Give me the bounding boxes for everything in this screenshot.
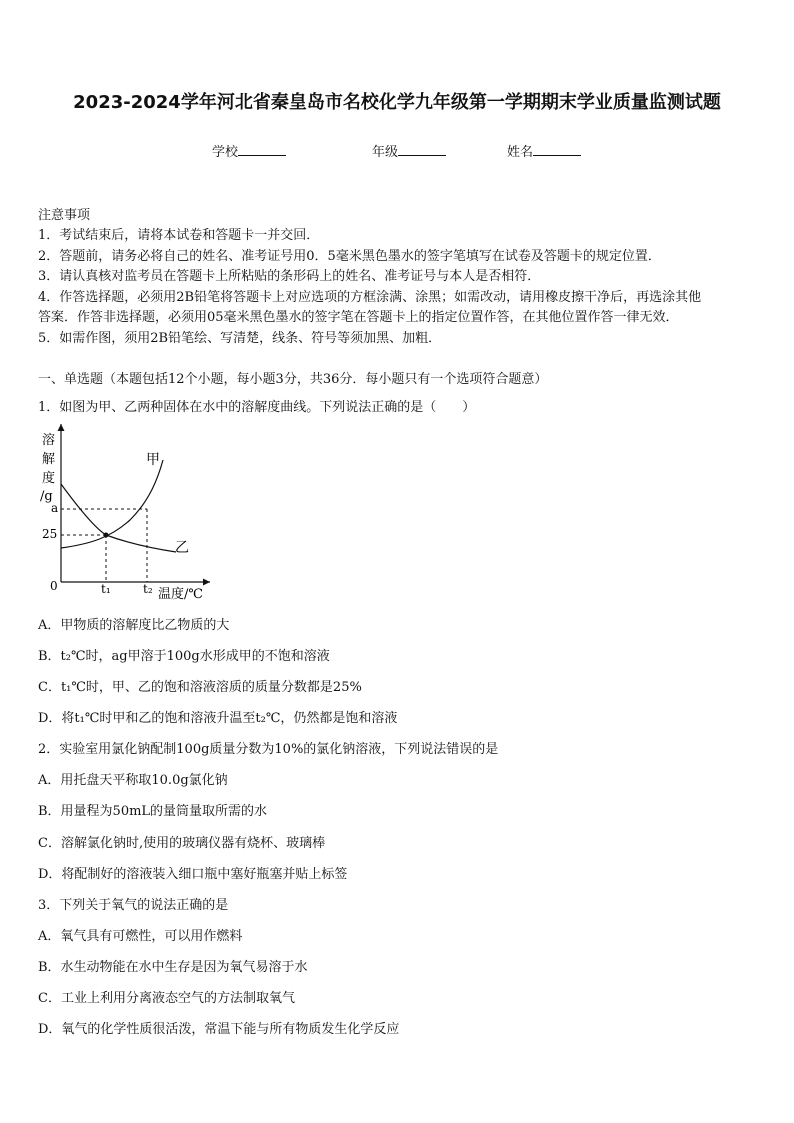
question-1-stem: 1．如图为甲、乙两种固体在水中的溶解度曲线。下列说法正确的是（ ） bbox=[38, 400, 476, 415]
curve-yi-label: 乙 bbox=[175, 540, 189, 556]
q2-option-d: D．将配制好的溶液装入细口瓶中塞好瓶塞并贴上标签 bbox=[38, 867, 348, 882]
notice-item: 答案．作答非选择题，必须用05毫米黑色墨水的签字笔在答题卡上的指定位置作答，在其他位置作答一律无效． bbox=[38, 310, 679, 325]
curve-yi bbox=[61, 484, 176, 552]
y-label-4: /g bbox=[40, 489, 53, 504]
q3-option-d: D．氧气的化学性质很活泼，常温下能与所有物质发生化学反应 bbox=[38, 1022, 400, 1037]
question-2-stem: 2．实验室用氯化钠配制100g质量分数为10%的氯化钠溶液，下列说法错误的是 bbox=[38, 742, 499, 757]
q1-option-d: D．将t₁℃时甲和乙的饱和溶液升温至t₂℃，仍然都是饱和溶液 bbox=[38, 711, 398, 726]
x-tick-t2: t₂ bbox=[143, 582, 153, 596]
x-tick-t1: t₁ bbox=[101, 582, 111, 596]
q3-option-c: C．工业上利用分离液态空气的方法制取氧气 bbox=[38, 991, 295, 1006]
school-label: 学校 bbox=[212, 145, 239, 160]
name-field bbox=[507, 141, 581, 160]
notice-heading: 注意事项 bbox=[38, 208, 91, 223]
notice-item: 1．考试结束后，请将本试卷和答题卡一并交回． bbox=[38, 228, 320, 243]
curve-jia-label: 甲 bbox=[146, 452, 160, 468]
page-title: 2023-2024学年河北省秦皇岛市名校化学九年级第一学期期末学业质量监测试题 bbox=[73, 92, 721, 113]
origin-label: 0 bbox=[50, 579, 58, 593]
y-tick-a: a bbox=[51, 501, 59, 515]
x-axis-label: 温度/℃ bbox=[158, 587, 203, 602]
q2-option-c: C．溶解氯化钠时,使用的玻璃仪器有烧杯、玻璃棒 bbox=[38, 836, 326, 851]
school-field bbox=[212, 141, 286, 160]
solubility-graph bbox=[30, 420, 220, 605]
q1-option-b: B．t₂℃时，ag甲溶于100g水形成甲的不饱和溶液 bbox=[38, 649, 330, 664]
q2-option-a: A．用托盘天平称取10.0g氯化钠 bbox=[38, 773, 228, 788]
notice-item: 3．请认真核对监考员在答题卡上所粘贴的条形码上的姓名、准考证号与本人是否相符． bbox=[38, 269, 541, 284]
q3-option-a: A．氧气具有可燃性，可以用作燃料 bbox=[38, 929, 243, 944]
y-label-3: 度 bbox=[42, 471, 56, 486]
notice-item: 4．作答选择题，必须用2B铅笔将答题卡上对应选项的方框涂满、涂黑；如需改动，请用橡皮擦干净后，再选涂其他 bbox=[38, 290, 702, 305]
name-label: 姓名 bbox=[507, 145, 534, 160]
q1-option-a: A．甲物质的溶解度比乙物质的大 bbox=[38, 618, 230, 633]
grade-field bbox=[372, 141, 446, 160]
notice-item: 5．如需作图，须用2B铅笔绘、写清楚，线条、符号等须加黑、加粗． bbox=[38, 331, 442, 346]
section-heading: 一、单选题（本题包括12个小题，每小题3分，共36分．每小题只有一个选项符合题意） bbox=[38, 372, 548, 387]
q3-option-b: B．水生动物能在水中生存是因为氧气易溶于水 bbox=[38, 960, 308, 975]
school-blank bbox=[238, 144, 286, 156]
y-tick-25: 25 bbox=[42, 527, 58, 541]
name-blank bbox=[533, 144, 581, 156]
q1-option-c: C．t₁℃时，甲、乙的饱和溶液溶质的质量分数都是25% bbox=[38, 680, 362, 695]
question-3-stem: 3．下列关于氧气的说法正确的是 bbox=[38, 898, 229, 913]
notice-item: 2．答题前，请务必将自己的姓名、准考证号用0．5毫米黑色墨水的签字笔填写在试卷及答题卡的规定位置． bbox=[38, 249, 661, 264]
y-label-1: 溶 bbox=[42, 433, 56, 448]
grade-blank bbox=[398, 144, 446, 156]
intersection-point bbox=[104, 533, 109, 538]
grade-label: 年级 bbox=[372, 145, 399, 160]
q2-option-b: B．用量程为50mL的量筒量取所需的水 bbox=[38, 804, 268, 819]
y-label-2: 解 bbox=[42, 452, 56, 467]
